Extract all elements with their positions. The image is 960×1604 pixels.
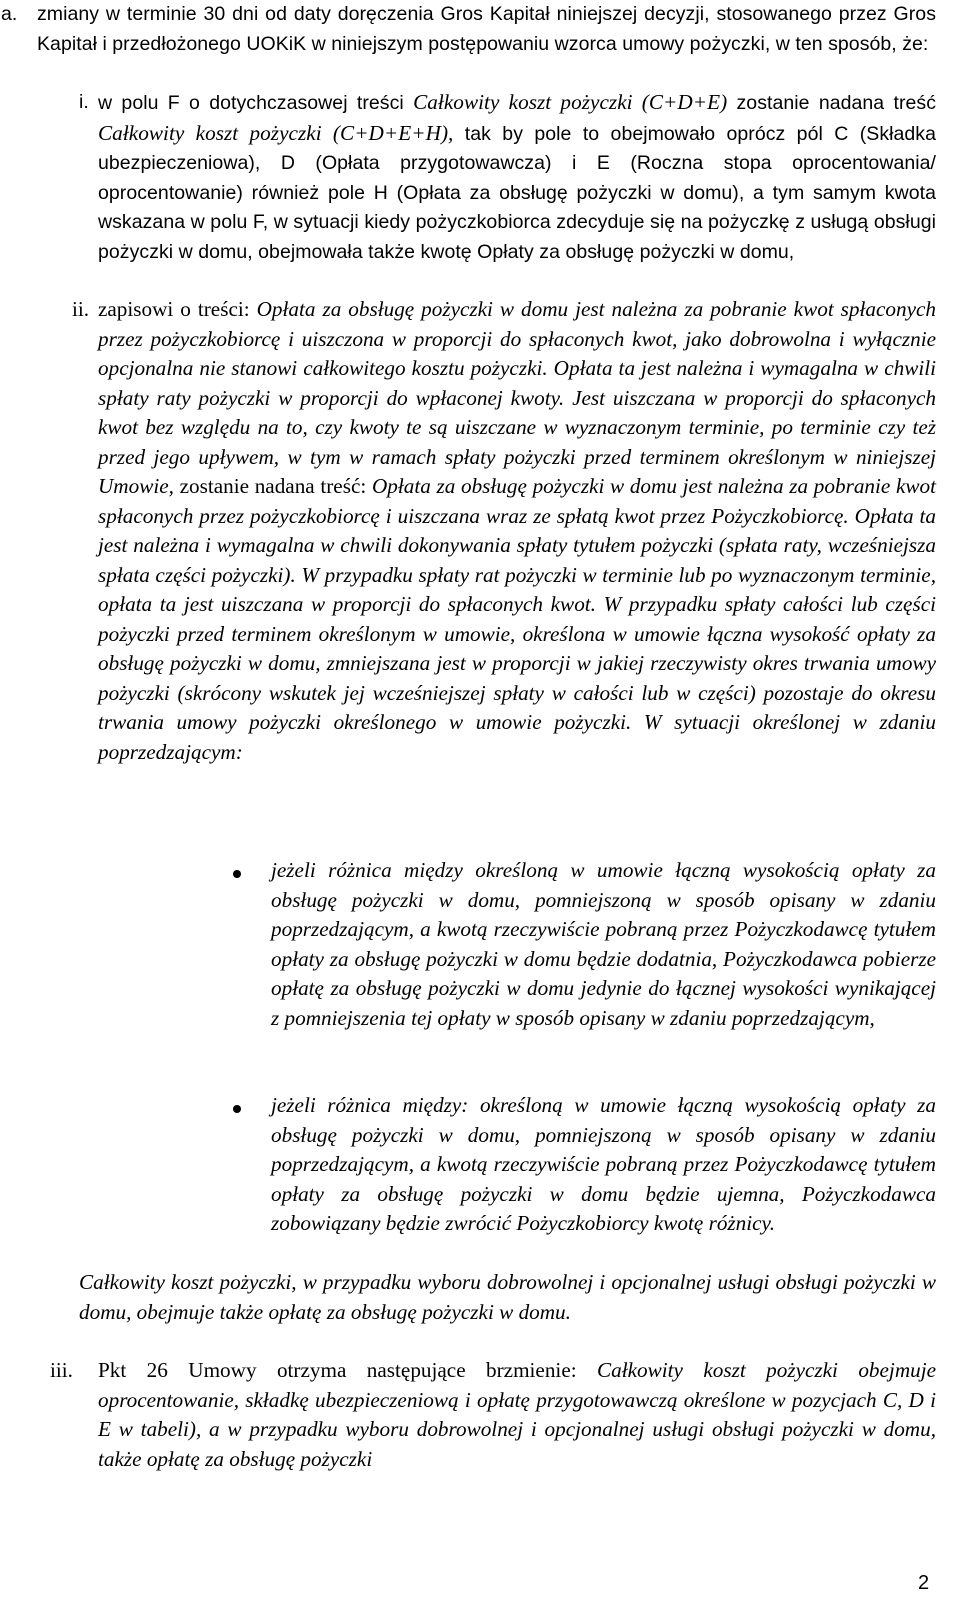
item-a-text: zmiany w terminie 30 dni od daty doręczenia Gros Kapitał niniejszej decyzji, stosowanego przez Gros Kapitał i przedłożonego UOKiK w niniejszym postępowaniu wzorca umowy pożyczki, w ten sposób, że:: [37, 3, 936, 55]
item-i-part-2: zostanie nadana treść: [727, 92, 936, 114]
item-iii-text: [98, 1356, 936, 1474]
item-ii-part-2: zostanie nadana treść:: [173, 474, 372, 498]
item-iii-marker: iii.: [50, 1358, 73, 1382]
item-iii-part-1: Pkt 26 Umowy otrzyma następujące brzmienie:: [98, 1358, 598, 1382]
item-i-italic-2: Całkowity koszt pożyczki (C+D+E+H),: [98, 120, 454, 145]
closing-paragraph: [79, 1268, 936, 1327]
item-ii-italic-1: Opłata za obsługę pożyczki w domu jest należna za pobranie kwot spłaconych przez pożyczkobiorcę i uiszczona w proporcji do spłaconych kwot, jako dobrowolna i wyłącznie opcjonalna nie stanowi całkowitego kosztu pożyczki. Opłata ta jest należna i wymagalna w chwili spłaty raty pożyczki w proporcji do wpłaconej kwoty. Jest uiszczana w proporcji do spłaconych kwot bez względu na to, czy kwoty te są uiszczane w wyznaczonym terminie, po terminie czy też przed jego upływem, w tym w ramach spłaty pożyczki przed terminem określonym w niniejszej Umowie,: [98, 297, 936, 498]
bullet-item-1: [271, 856, 936, 1033]
item-i-text: [98, 88, 936, 267]
item-ii-text: [98, 295, 936, 767]
bullet-dot-2: [233, 1105, 241, 1113]
item-a-marker: a.: [1, 3, 18, 25]
item-i-part-3: tak by pole to obejmowało oprócz pól C (Składka ubezpieczeniowa), D (Opłata przygotowawcza) i E (Roczna stopa oprocentowania/ oprocentowanie) również pole H (Opłata za obsługę pożyczki w domu), a tym samym kwota wskazana w polu F, w sytuacji kiedy pożyczkobiorca zdecyduje się na pożyczkę z usługą obsługi pożyczki w domu, obejmowała także kwotę Opłaty za obsługę pożyczki w domu,: [98, 122, 936, 263]
item-i-marker: i.: [79, 91, 89, 113]
bullet-dot-1: [233, 870, 241, 878]
bullet-item-2-text: jeżeli różnica między: określoną w umowie łączną wysokością opłaty za obsługę pożyczki w domu, pomniejszoną w sposób opisany w zdaniu poprzedzającym, a kwotą rzeczywiście pobraną przez Pożyczkodawcę tytułem opłaty za obsługę pożyczki w domu będzie ujemna, Pożyczkodawca zobowiązany będzie zwrócić Pożyczkobiorcy kwotę różnicy.: [271, 1093, 936, 1235]
page-number: 2: [918, 1572, 930, 1594]
bullet-item-2: [271, 1091, 936, 1239]
item-i-italic-1: Całkowity koszt pożyczki (C+D+E): [413, 90, 728, 114]
closing-paragraph-text: Całkowity koszt pożyczki, w przypadku wyboru dobrowolnej i opcjonalnej usługi obsługi pożyczki w domu, obejmuje także opłatę za obsługę pożyczki w domu.: [79, 1270, 936, 1324]
item-ii-marker: ii.: [72, 297, 90, 321]
item-ii-italic-2: Opłata za obsługę pożyczki w domu jest należna za pobranie kwot spłaconych przez pożyczkobiorcę i uiszczana wraz ze spłatą kwot przez Pożyczkobiorcę. Opłata ta jest należna i wymagalna w chwili dokonywania spłaty tytułem pożyczki (spłata raty, wcześniejsza spłata części pożyczki). W przypadku spłaty rat pożyczki w terminie lub po wyznaczonym terminie, opłata ta jest uiszczana w proporcji do spłaconych kwot. W przypadku spłaty całości lub części pożyczki przed terminem określonym w umowie, określona w umowie łączna wysokość opłaty za obsługę pożyczki w domu, zmniejszana jest w proporcji w jakiej rzeczywisty okres trwania umowy pożyczki (skrócony wskutek jej wcześniejszej spłaty w całości lub w części) pozostaje do okresu trwania umowy pożyczki określonego w umowie pożyczki. W sytuacji określonej w zdaniu poprzedzającym:: [98, 474, 937, 764]
item-i-part-1: w polu F o dotychczasowej treści: [98, 92, 414, 114]
item-iii-italic-1: Całkowity koszt pożyczki obejmuje oprocentowanie, składkę ubezpieczeniową i opłatę przygotowawczą określone w pozycjach C, D i E w tabeli), a w przypadku wyboru dobrowolnej i opcjonalnej usługi obsługi pożyczki w domu, także opłatę za obsługę pożyczki: [98, 1358, 936, 1471]
item-ii-part-1: zapisowi o treści:: [98, 297, 257, 321]
bullet-item-1-text: jeżeli różnica między określoną w umowie łączną wysokością opłaty za obsługę pożyczki w domu, pomniejszoną w sposób opisany w zdaniu poprzedzającym, a kwotą rzeczywiście pobraną przez Pożyczkodawcę tytułem opłaty za obsługę pożyczki w domu będzie dodatnia, Pożyczkodawca pobierze opłatę za obsługę pożyczki w domu jedynie do łącznej wysokości wynikającej z pomniejszenia tej opłaty w sposób opisany w zdaniu poprzedzającym,: [271, 858, 936, 1030]
